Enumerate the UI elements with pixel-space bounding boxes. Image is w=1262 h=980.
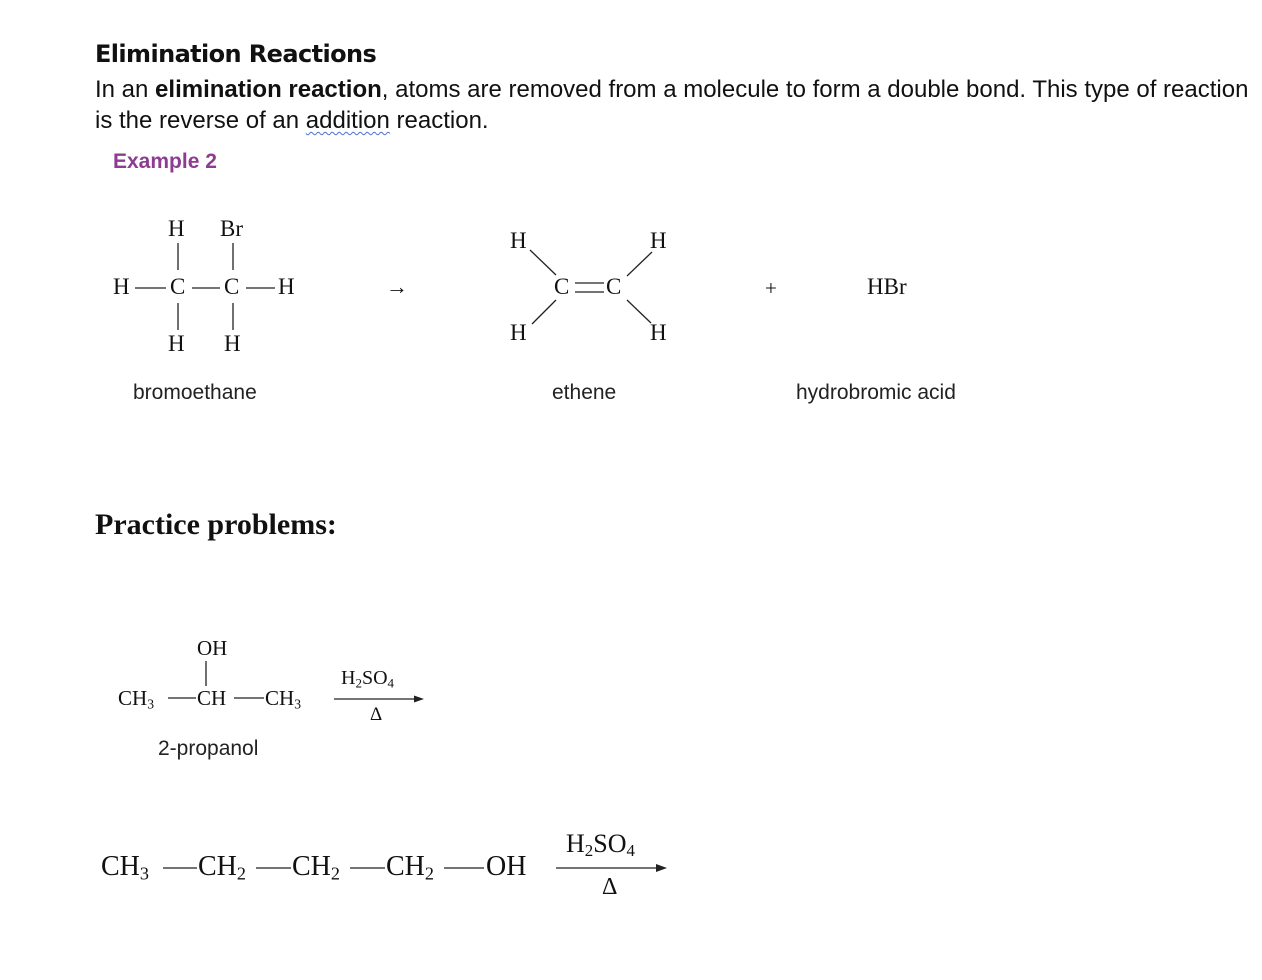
p1-reagent-sub2: 4 xyxy=(387,675,395,691)
p1-reagent xyxy=(341,667,394,690)
p2-group-1-text: CH xyxy=(101,851,140,882)
p2-group-4-sub: 2 xyxy=(424,863,434,884)
p1-ch-center: CH xyxy=(197,686,227,710)
bromoethane-c1: C xyxy=(170,274,186,299)
bromoethane-br-top: Br xyxy=(220,216,243,241)
p2-group-3-sub: 2 xyxy=(330,863,340,884)
p2-group-1 xyxy=(101,851,149,883)
section-heading: Elimination Reactions xyxy=(95,40,377,68)
intro-paragraph xyxy=(95,74,1255,136)
p2-reagent-sub1: 2 xyxy=(584,841,594,861)
plus-sign: + xyxy=(765,276,777,300)
hbr-label: hydrobromic acid xyxy=(796,381,956,404)
arrow-p1-head xyxy=(414,696,424,703)
example-label: Example 2 xyxy=(113,150,217,173)
p1-ch3-left-text: CH xyxy=(118,686,148,710)
p1-oh: OH xyxy=(197,636,228,660)
bond-ethene-br xyxy=(627,300,651,323)
p2-reagent-h: H xyxy=(566,829,585,858)
p2-group-2-sub: 2 xyxy=(236,863,246,884)
paragraph-term: elimination reaction xyxy=(155,76,382,103)
p1-reagent-h: H xyxy=(341,667,356,689)
p2-reagent-sub2: 4 xyxy=(626,841,635,861)
p2-delta: Δ xyxy=(602,874,618,900)
ethene-h-top-left: H xyxy=(510,228,527,253)
p2-group-3-text: CH xyxy=(292,851,331,882)
paragraph-text-1: In an xyxy=(95,76,156,103)
p1-reagent-sub1: 2 xyxy=(355,675,362,691)
bromoethane-h-right: H xyxy=(278,274,295,299)
ethene-h-top-right: H xyxy=(650,228,667,253)
paragraph-text-2: , atoms are removed from a molecule to form a double bond. This type of reaction is the reverse of an xyxy=(95,76,1249,134)
ethene-h-bottom-left: H xyxy=(510,320,527,345)
bromoethane-label: bromoethane xyxy=(133,381,257,404)
p2-group-5: OH xyxy=(486,851,527,882)
p1-ch3-left-sub: 3 xyxy=(147,696,155,712)
p1-ch3-left xyxy=(118,686,154,711)
practice-title: Practice problems: xyxy=(95,508,337,541)
bromoethane-h-left: H xyxy=(113,274,130,299)
p2-group-4-text: CH xyxy=(386,851,425,882)
bond-ethene-bl xyxy=(532,300,556,324)
reaction-arrow: → xyxy=(386,274,408,299)
bromoethane-h-bottom-2: H xyxy=(224,331,241,356)
p2-group-1-sub: 3 xyxy=(139,863,149,884)
hbr-formula: HBr xyxy=(867,274,907,299)
p1-ch3-right-sub: 3 xyxy=(294,696,302,712)
p1-ch3-right xyxy=(265,686,301,711)
arrow-p2-head xyxy=(656,864,667,872)
p2-reagent-so: SO xyxy=(593,829,627,858)
p1-ch3-right-text: CH xyxy=(265,686,295,710)
bond-ethene-tr xyxy=(627,252,652,276)
paragraph-text-3: reaction. xyxy=(389,107,489,134)
ethene-c1: C xyxy=(554,274,570,299)
p2-group-2 xyxy=(198,851,246,883)
ethene-c2: C xyxy=(606,274,622,299)
p1-delta: Δ xyxy=(370,704,383,725)
ethene-label: ethene xyxy=(552,381,617,404)
p1-label: 2-propanol xyxy=(158,737,259,760)
p1-reagent-so: SO xyxy=(361,667,388,689)
p2-group-4 xyxy=(386,851,434,883)
bromoethane-h-bottom-1: H xyxy=(168,331,185,356)
spellcheck-word: addition xyxy=(305,107,390,134)
bromoethane-h-top: H xyxy=(168,216,185,241)
bond-ethene-tl xyxy=(530,250,556,275)
p2-group-2-text: CH xyxy=(198,851,237,882)
p2-reagent xyxy=(566,829,635,859)
bromoethane-c2: C xyxy=(224,274,240,299)
p2-group-3 xyxy=(292,851,340,883)
ethene-h-bottom-right: H xyxy=(650,320,667,345)
